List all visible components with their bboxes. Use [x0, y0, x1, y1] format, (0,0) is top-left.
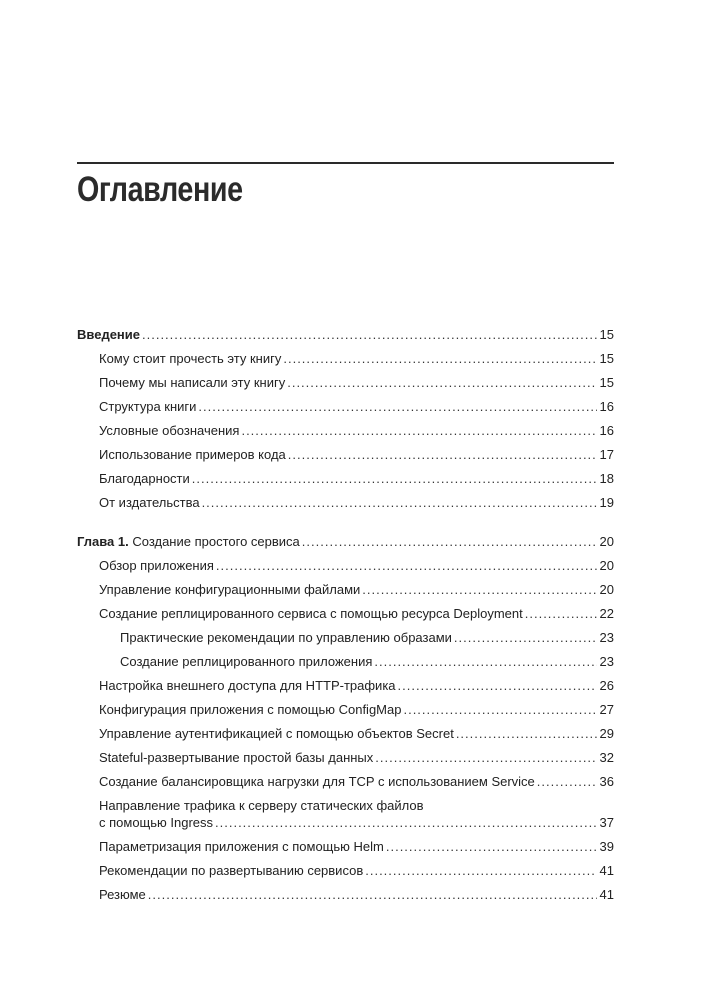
toc-entry-title: с помощью Ingress — [99, 815, 214, 830]
toc-entry[interactable] — [99, 839, 614, 854]
toc-entry[interactable] — [99, 774, 614, 789]
chapter-label: Глава 1. — [77, 534, 129, 549]
toc-entry-title: От издательства — [99, 495, 200, 510]
toc-entry-title: Stateful-развертывание простой базы данных — [99, 750, 374, 765]
toc-entry[interactable] — [99, 399, 614, 414]
dot-leader — [398, 678, 597, 693]
dot-leader — [198, 399, 597, 414]
toc-entry-chapter-1[interactable] — [77, 534, 614, 549]
toc-page-number: 17 — [599, 447, 614, 462]
toc-entry-title: Почему мы написали эту книгу — [99, 375, 286, 390]
toc-page-number: 16 — [599, 423, 614, 438]
toc-entry[interactable] — [99, 678, 614, 693]
toc-page-number: 19 — [599, 495, 614, 510]
toc-page-number: 29 — [599, 726, 614, 741]
toc-subentry[interactable] — [120, 630, 614, 645]
toc-entry-title: Управление конфигурационными файлами — [99, 582, 361, 597]
dot-leader — [192, 471, 597, 486]
dot-leader — [454, 630, 597, 645]
toc-entry-title: Структура книги — [99, 399, 197, 414]
dot-leader — [525, 606, 597, 621]
toc-page-number: 20 — [599, 558, 614, 573]
toc-entry[interactable] — [99, 351, 614, 366]
toc-page-number: 23 — [599, 654, 614, 669]
dot-leader — [537, 774, 597, 789]
toc-chapter-heading — [77, 534, 300, 549]
toc-page-number: 18 — [599, 471, 614, 486]
dot-leader — [375, 750, 597, 765]
toc-entry[interactable] — [99, 726, 614, 741]
dot-leader — [202, 495, 597, 510]
toc-page-number: 37 — [599, 815, 614, 830]
toc-page-number: 15 — [599, 327, 614, 342]
toc-subentry[interactable] — [120, 654, 614, 669]
dot-leader — [287, 375, 597, 390]
toc-entry-title: Кому стоит прочесть эту книгу — [99, 351, 282, 366]
dot-leader — [403, 702, 597, 717]
toc-entry-title: Условные обозначения — [99, 423, 240, 438]
toc-entry[interactable] — [99, 375, 614, 390]
dot-leader — [302, 534, 597, 549]
toc-entry[interactable] — [99, 495, 614, 510]
toc-entry-intro[interactable] — [77, 327, 614, 342]
dot-leader — [362, 582, 597, 597]
toc-entry[interactable] — [99, 750, 614, 765]
dot-leader — [365, 863, 597, 878]
dot-leader — [283, 351, 597, 366]
toc-page-number: 41 — [599, 887, 614, 902]
toc-entry-title: Создание балансировщика нагрузки для TCP с использованием Service — [99, 774, 535, 789]
dot-leader — [241, 423, 597, 438]
toc-entry-title: Практические рекомендации по управлению образами — [120, 630, 452, 645]
toc-entry-title: Параметризация приложения с помощью Helm — [99, 839, 384, 854]
toc-page-number: 15 — [599, 375, 614, 390]
toc-page-number: 15 — [599, 351, 614, 366]
toc-entry-title: Управление аутентификацией с помощью объектов Secret — [99, 726, 454, 741]
toc-entry-title: Благодарности — [99, 471, 190, 486]
toc-entry-title: Резюме — [99, 887, 146, 902]
page-title: Оглавление — [77, 170, 243, 209]
toc-page-number: 36 — [599, 774, 614, 789]
toc-page-number: 22 — [599, 606, 614, 621]
toc-page-number: 41 — [599, 863, 614, 878]
dot-leader — [374, 654, 597, 669]
dot-leader — [288, 447, 597, 462]
toc-entry[interactable] — [99, 447, 614, 462]
toc-entry-title: Использование примеров кода — [99, 447, 286, 462]
dot-leader — [142, 327, 597, 342]
toc-page-number: 39 — [599, 839, 614, 854]
toc-entry[interactable] — [99, 863, 614, 878]
dot-leader — [386, 839, 597, 854]
toc-page-number: 26 — [599, 678, 614, 693]
toc-entry-title: Введение — [77, 327, 140, 342]
toc-page-number: 27 — [599, 702, 614, 717]
toc-entry[interactable] — [99, 702, 614, 717]
dot-leader — [216, 558, 597, 573]
toc-entry[interactable] — [99, 887, 614, 902]
toc-entry[interactable] — [99, 558, 614, 573]
toc-page-number: 32 — [599, 750, 614, 765]
toc-entry-title: Конфигурация приложения с помощью ConfigMap — [99, 702, 402, 717]
toc-entry[interactable] — [99, 582, 614, 597]
toc-page-number: 20 — [599, 582, 614, 597]
toc-page-number: 23 — [599, 630, 614, 645]
toc-page-number: 16 — [599, 399, 614, 414]
toc-entry-title: Настройка внешнего доступа для HTTP-трафика — [99, 678, 396, 693]
chapter-title: Создание простого сервиса — [132, 534, 300, 549]
toc-entry[interactable] — [99, 423, 614, 438]
toc-entry[interactable] — [99, 606, 614, 621]
toc-entry[interactable] — [99, 471, 614, 486]
dot-leader — [456, 726, 597, 741]
toc-entry-title: Обзор приложения — [99, 558, 214, 573]
dot-leader — [148, 887, 597, 902]
toc-entry-line-1[interactable]: Направление трафика к серверу статических файлов — [99, 798, 424, 813]
dot-leader — [215, 815, 597, 830]
toc-entry-title: Создание реплицированного приложения — [120, 654, 373, 669]
toc-entry-title: Рекомендации по развертыванию сервисов — [99, 863, 364, 878]
toc-entry[interactable] — [99, 815, 614, 830]
toc-entry-title: Создание реплицированного сервиса с помощью ресурса Deployment — [99, 606, 523, 621]
title-rule — [77, 162, 614, 164]
toc-page-number: 20 — [599, 534, 614, 549]
